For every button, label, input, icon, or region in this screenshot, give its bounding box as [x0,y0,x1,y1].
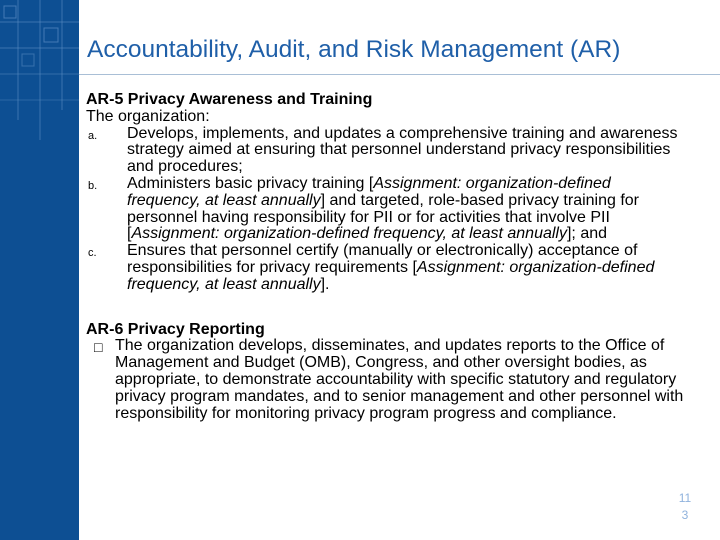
ar6-bullet [86,338,686,422]
item-assignment: Assignment: organization-defined frequency, at least annually [127,258,655,293]
item-assignment: Assignment: organization-defined frequency, at least annually [131,225,567,243]
section-spacer [86,294,686,322]
page-number-line2: 3 [681,508,689,522]
item-assignment: Assignment: organization-defined frequency, at least annually [127,174,611,209]
ar5-item-c [86,243,686,293]
item-marker: a. [88,129,98,142]
ar5-item-b [86,176,686,243]
item-text: ]; and [566,225,608,243]
sidebar-pattern [0,0,79,540]
page-number-line1: 11 [678,491,692,505]
item-marker: b. [88,179,98,192]
item-text: ]. [320,275,330,293]
item-text: Develops, implements, and updates a comprehensive training and awareness strategy aimed at ensuring that personnel understand privacy responsibilities and procedures; [127,124,678,176]
item-text: ] and targeted, role-based privacy training for personnel having responsibility for PII or for activities that involve PII [ [127,191,640,243]
ar6-heading: AR-6 Privacy Reporting [86,320,265,338]
title-divider [79,74,720,75]
decorative-sidebar [0,0,79,540]
checkbox-bullet-icon: □ [94,339,103,356]
ar5-item-a [86,126,686,176]
ar5-heading: AR-5 Privacy Awareness and Training [86,91,373,108]
slide-title: Accountability, Audit, and Risk Management (AR) [87,36,621,63]
bullet-text: The organization develops, disseminates, and updates reports to the Office of Management and Budget (OMB), Congress, and other oversight bodies, as appropriate, to demonstrate accountability with specific statutory and regulatory privacy program mandates, and to senior management and other personnel with responsibility for monitoring privacy program progress and compliance. [115,337,684,422]
item-text: Administers basic privacy training [ [127,174,374,192]
page-number [675,490,695,524]
ar5-intro: The organization: [86,107,210,125]
item-marker: c. [88,247,97,260]
item-text: Ensures that personnel certify (manually or electronically) acceptance of responsibilities for privacy requirements [ [127,242,638,276]
slide-content [86,92,686,422]
